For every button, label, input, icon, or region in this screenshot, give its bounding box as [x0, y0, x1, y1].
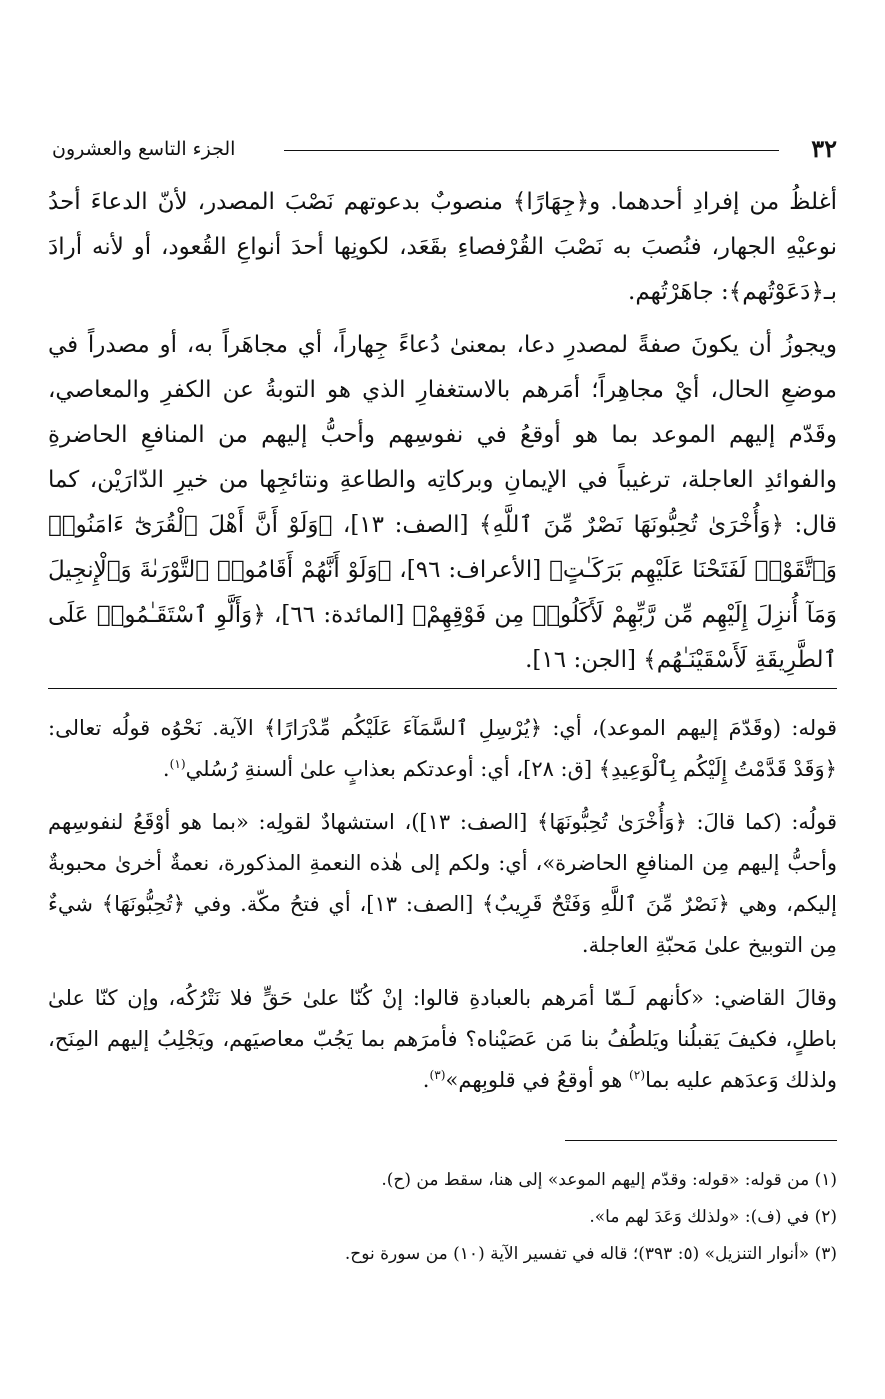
footnote: (١) من قوله: «قوله: وقدّم إليهم الموعد» إلى هنا، سقط من (ح).: [381, 1170, 837, 1190]
main-divider: [48, 688, 837, 689]
main-paragraph: أغلظُ من إفرادِ أحدهما. و﴿جِهَارًا﴾ منصوبٌ بدعوتهم نَصْبَ المصدر، لأنّ الدعاءَ أحدُ نوعيْهِ الجهار، فنُصبَ به نَصْبَ القُرْفصاءِ بقَعَد، لكونِها أحدَ أنواعِ القُعود، أو لأنه أرادَ بـ﴿دَعَوْتُهم﴾: جاهَرْتُهم.: [48, 189, 837, 305]
commentary-tail: .: [162, 757, 170, 781]
main-paragraph: ويجوزُ أن يكونَ صفةً لمصدرِ دعا، بمعنىٰ دُعاءً جِهاراً، أي مجاهَراً به، أو مصدراً في موضعِ الحال، أيْ مجاهِراً؛ أمَرهم بالاستغفارِ الذي هو التوبةُ عن الكفرِ والمعاصي، وقَدّم إليهم الموعد بما هو أوقعُ في نفوسِهم وأحبُّ إليهم من المنافعِ الحاضرةِ والفوائدِ العاجلة، ترغيباً في الإيمانِ وبركاتِه والطاعةِ ونتائجِها من خيرِ الدّارَيْن، كما قال: ﴿وَأُخْرَىٰ تُحِبُّونَهَا نَصْرٌ مِّنَ ٱللَّهِ﴾ [الصف: ١٣]، ﴿وَلَوْ أَنَّ أَهْلَ ٱلْقُرَىٰٓ ءَامَنُوا۟ وَٱتَّقَوْا۟ لَفَتَحْنَا عَلَيْهِم بَرَكَـٰتٍ﴾ [الأعراف: ٩٦]، ﴿وَلَوْ أَنَّهُمْ أَقَامُوا۟ ٱلتَّوْرَىٰةَ وَٱلْإِنجِيلَ وَمَآ أُنزِلَ إِلَيْهِم مِّن رَّبِّهِمْ لَأَكَلُوا۟ مِن فَوْقِهِمْ﴾ [المائدة: ٦٦]، ﴿وَأَلَّوِ ٱسْتَقَـٰمُوا۟ عَلَى ٱلطَّرِيقَةِ لَأَسْقَيْنَـٰهُم﴾ [الجن: ١٦].: [48, 332, 838, 673]
volume-title: الجزء التاسع والعشرون: [52, 138, 236, 160]
footnote-divider: [565, 1140, 837, 1141]
commentary-text: هو أوقعُ في قلوبِهم»: [445, 1068, 630, 1092]
header-rule: [284, 150, 779, 151]
commentary-paragraph: [48, 708, 837, 790]
footnote-ref: (١): [169, 757, 186, 771]
commentary-text: وقالَ القاضي: «كأنهم لَـمّا أمَرهم بالعبادةِ قالوا: إنْ كُنّا علىٰ حَقٍّ فلا نَتْرُكُه، وإن كنّا علىٰ باطلٍ، فكيفَ يَقبلُنا ويَلطُفُ بنا مَن عَصَيْناه؟ فأمرَهم بما يَجُبّ معاصيَهم، ويَجْلِبُ إليهم المِنَح، ولذلك وَعدَهم عليه بما: [48, 986, 837, 1092]
main-text: [48, 180, 837, 683]
running-header: [52, 132, 837, 166]
footnote-ref: (٢): [629, 1068, 646, 1082]
footnote-ref: (٣): [429, 1068, 446, 1082]
commentary-paragraph: قولُه: (كما قالَ: ﴿وَأُخْرَىٰ تُحِبُّونَهَا﴾ [الصف: ١٣])، استشهادٌ لقولِه: «بما هو أوْقَعُ لنفوسِهم وأحبُّ إليهم مِن المنافعِ الحاضرة»، أي: ولكم إلى هٰذه النعمةِ المذكورة، نعمةٌ أخرىٰ محبوبةٌ إليكم، وهي ﴿نَصْرٌ مِّنَ ٱللَّهِ وَفَتْحٌ قَرِيبٌ﴾ [الصف: ١٣]، أي فتحُ مكّة. وفي ﴿تُحِبُّونَهَا﴾ شيءٌ مِن التوبيخ علىٰ مَحبّةِ العاجلة.: [48, 810, 837, 957]
footnotes: [48, 1162, 837, 1273]
commentary: [48, 708, 837, 1101]
footnote: (٢) في (ف): «ولذلك وَعَدَ لهم ما».: [589, 1207, 837, 1227]
commentary-tail: .: [422, 1068, 430, 1092]
page-number: ٣٢: [811, 134, 837, 163]
commentary-paragraph: [48, 978, 837, 1101]
footnote: (٣) «أنوار التنزيل» (٥: ٣٩٣)؛ قاله في تفسير الآية (١٠) من سورة نوح.: [344, 1244, 837, 1264]
commentary-text: قوله: (وقَدّمَ إليهم الموعد)، أي: ﴿يُرْسِلِ ٱلسَّمَآءَ عَلَيْكُم مِّدْرَارًا﴾ الآية. نَحْوُه قولُه تعالى: ﴿وَقَدْ قَدَّمْتُ إِلَيْكُم بِٱلْوَعِيدِ﴾ [ق: ٢٨]، أي: أوعدتكم بعذابٍ علىٰ ألسنةِ رُسُلي: [48, 716, 837, 781]
